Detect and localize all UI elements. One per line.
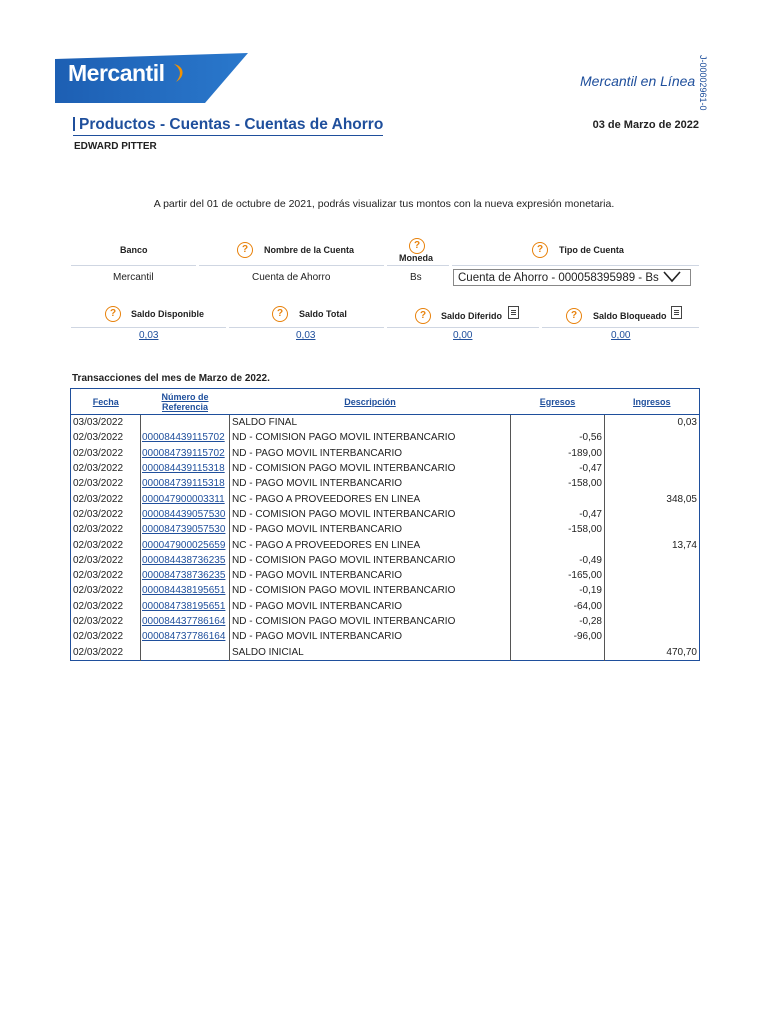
- table-row: [71, 599, 700, 614]
- cell-descripcion: NC - PAGO A PROVEEDORES EN LINEA: [230, 491, 511, 506]
- label-saldo-diferido: Saldo Diferido: [441, 311, 503, 321]
- table-row: [71, 446, 700, 461]
- cell-fecha: 02/03/2022: [73, 508, 124, 520]
- label-nombre-cuenta: Nombre de la Cuenta: [264, 245, 355, 255]
- col-header-referencia[interactable]: [141, 389, 230, 415]
- table-row: [71, 461, 700, 476]
- cell-fecha: 02/03/2022: [73, 539, 124, 551]
- cell-ingreso: 348,05: [605, 491, 700, 506]
- cell-ingreso: [605, 553, 700, 568]
- cell-descripcion: ND - PAGO MOVIL INTERBANCARIO: [230, 568, 511, 583]
- cell-fecha: 02/03/2022: [73, 493, 124, 505]
- col-header-descripcion[interactable]: Descripción: [230, 389, 511, 415]
- logo: [68, 60, 188, 87]
- page-title-text: Productos - Cuentas - Cuentas de Ahorro: [79, 116, 384, 133]
- cell-referencia[interactable]: 000084438195651: [141, 583, 230, 598]
- cell-fecha: 02/03/2022: [73, 600, 124, 612]
- divider: [387, 327, 539, 328]
- cell-fecha: 02/03/2022: [73, 631, 124, 643]
- table-row: [71, 430, 700, 445]
- cell-fecha: 02/03/2022: [73, 432, 124, 444]
- cell-egreso: [511, 491, 605, 506]
- page-date: 03 de Marzo de 2022: [592, 119, 699, 131]
- cell-egreso: -0,56: [511, 430, 605, 445]
- cell-ingreso: 470,70: [605, 644, 700, 660]
- help-icon-moneda[interactable]: ?: [409, 238, 425, 254]
- cell-referencia[interactable]: 000084439115318: [141, 461, 230, 476]
- label-banco: Banco: [120, 245, 148, 255]
- cell-egreso: -0,19: [511, 583, 605, 598]
- cell-descripcion: SALDO INICIAL: [230, 644, 511, 660]
- table-row: [71, 583, 700, 598]
- help-icon-disponible[interactable]: ?: [105, 306, 121, 322]
- cell-egreso: [511, 644, 605, 660]
- cell-fecha: 02/03/2022: [73, 616, 124, 627]
- cell-ingreso: 0,03: [605, 415, 700, 431]
- cell-descripcion: ND - PAGO MOVIL INTERBANCARIO: [230, 446, 511, 461]
- cell-ingreso: [605, 614, 700, 629]
- cell-egreso: [511, 415, 605, 431]
- col-header-fecha[interactable]: Fecha: [71, 389, 141, 415]
- cell-ingreso: [605, 461, 700, 476]
- cell-referencia[interactable]: 000084737786164: [141, 629, 230, 644]
- table-row: [71, 537, 700, 552]
- logo-swoosh-icon: [170, 62, 188, 84]
- cell-ingreso: 13,74: [605, 537, 700, 552]
- table-row: [71, 629, 700, 644]
- table-row: [71, 491, 700, 506]
- cell-descripcion: ND - PAGO MOVIL INTERBANCARIO: [230, 476, 511, 491]
- cell-referencia[interactable]: 000084739115702: [141, 446, 230, 461]
- value-saldo-bloqueado[interactable]: 0,00: [611, 330, 631, 341]
- cell-fecha: 02/03/2022: [73, 570, 124, 582]
- help-icon-nombre[interactable]: ?: [237, 242, 253, 258]
- divider: [542, 327, 699, 328]
- divider: [452, 265, 699, 266]
- help-icon-bloqueado[interactable]: ?: [566, 308, 582, 324]
- table-row: [71, 644, 700, 660]
- cell-fecha: 02/03/2022: [73, 447, 124, 459]
- label-saldo-bloqueado: Saldo Bloqueado: [593, 311, 667, 321]
- divider: [71, 327, 226, 328]
- divider: [229, 327, 384, 328]
- account-type-selected: Cuenta de Ahorro - 000058395989 - Bs: [458, 272, 659, 284]
- cell-referencia: [141, 644, 230, 660]
- col-header-referencia-line1: Número de: [161, 391, 209, 402]
- cell-descripcion: SALDO FINAL: [230, 415, 511, 431]
- help-icon-total[interactable]: ?: [272, 306, 288, 322]
- cell-ingreso: [605, 446, 700, 461]
- cell-descripcion: ND - COMISION PAGO MOVIL INTERBANCARIO: [230, 507, 511, 522]
- cell-ingreso: [605, 583, 700, 598]
- table-row: [71, 553, 700, 568]
- cell-referencia[interactable]: 000084739057530: [141, 522, 230, 537]
- page-title: [73, 116, 383, 136]
- value-moneda: Bs: [410, 272, 422, 283]
- document-icon-diferido[interactable]: [508, 306, 519, 319]
- cell-egreso: -158,00: [511, 522, 605, 537]
- cell-egreso: -158,00: [511, 476, 605, 491]
- cell-ingreso: [605, 629, 700, 644]
- user-name: EDWARD PITTER: [74, 141, 157, 152]
- label-tipo-cuenta: Tipo de Cuenta: [559, 245, 624, 255]
- account-type-select[interactable]: [453, 269, 691, 286]
- cell-descripcion: ND - PAGO MOVIL INTERBANCARIO: [230, 599, 511, 614]
- logo-text: Mercantil: [68, 60, 165, 86]
- cell-ingreso: [605, 599, 700, 614]
- brand-name: Mercantil en Línea: [580, 73, 696, 89]
- cell-egreso: -0,47: [511, 461, 605, 476]
- cell-referencia[interactable]: 000047900003311: [141, 491, 230, 506]
- table-header-row: [71, 389, 700, 415]
- cell-descripcion: ND - COMISION PAGO MOVIL INTERBANCARIO: [230, 614, 511, 629]
- label-saldo-total: Saldo Total: [299, 309, 347, 319]
- divider: [387, 265, 449, 266]
- cell-fecha: 02/03/2022: [73, 463, 124, 475]
- cell-ingreso: [605, 476, 700, 491]
- transactions-title: Transacciones del mes de Marzo de 2022.: [72, 373, 270, 384]
- col-header-referencia-line2: Referencia: [161, 401, 209, 412]
- cell-egreso: -64,00: [511, 599, 605, 614]
- document-icon-bloqueado[interactable]: [671, 306, 682, 319]
- help-icon-tipo[interactable]: ?: [532, 242, 548, 258]
- value-banco: Mercantil: [113, 272, 154, 283]
- cell-referencia[interactable]: 000084439115702: [141, 430, 230, 445]
- cell-referencia[interactable]: 000084438736235: [141, 553, 230, 568]
- cell-referencia[interactable]: 000084739115318: [141, 476, 230, 491]
- divider: [71, 265, 196, 266]
- cell-fecha: 03/03/2022: [73, 417, 124, 429]
- table-row: [71, 522, 700, 537]
- label-moneda: Moneda: [399, 253, 434, 263]
- cell-referencia[interactable]: 000084439057530: [141, 507, 230, 522]
- table-row: [71, 507, 700, 522]
- cell-fecha: 02/03/2022: [73, 554, 124, 566]
- value-saldo-diferido[interactable]: 0,00: [453, 330, 473, 341]
- cell-ingreso: [605, 568, 700, 583]
- table-row: [71, 415, 700, 431]
- cell-fecha: 02/03/2022: [73, 478, 124, 490]
- value-nombre-cuenta: Cuenta de Ahorro: [252, 272, 331, 283]
- help-icon-diferido[interactable]: ?: [415, 308, 431, 324]
- col-header-ingresos[interactable]: Ingresos: [605, 389, 700, 415]
- transactions-table: [70, 388, 700, 661]
- cell-egreso: -0,49: [511, 553, 605, 568]
- table-row: [71, 568, 700, 583]
- cell-referencia: [141, 415, 230, 431]
- cell-fecha: 02/03/2022: [73, 585, 124, 597]
- cell-egreso: -165,00: [511, 568, 605, 583]
- divider: [199, 265, 384, 266]
- cell-referencia[interactable]: 000084437786164: [141, 614, 230, 629]
- cell-descripcion: ND - COMISION PAGO MOVIL INTERBANCARIO: [230, 553, 511, 568]
- cell-egreso: [511, 537, 605, 552]
- cell-fecha: 02/03/2022: [73, 646, 124, 658]
- cell-referencia[interactable]: 000084738736235: [141, 568, 230, 583]
- cell-fecha: 02/03/2022: [73, 524, 124, 536]
- table-row: [71, 614, 700, 629]
- notice-text: A partir del 01 de octubre de 2021, podrás visualizar tus montos con la nueva expresión monetaria.: [153, 198, 615, 210]
- title-bar-icon: [73, 117, 75, 131]
- cell-referencia[interactable]: 000084738195651: [141, 599, 230, 614]
- cell-ingreso: [605, 430, 700, 445]
- cell-descripcion: ND - PAGO MOVIL INTERBANCARIO: [230, 629, 511, 644]
- cell-ingreso: [605, 507, 700, 522]
- chevron-down-icon[interactable]: [662, 270, 682, 284]
- cell-referencia[interactable]: 000047900025659: [141, 537, 230, 552]
- table-row: [71, 476, 700, 491]
- cell-egreso: -96,00: [511, 629, 605, 644]
- cell-descripcion: ND - PAGO MOVIL INTERBANCARIO: [230, 522, 511, 537]
- value-saldo-disponible[interactable]: 0,03: [139, 330, 159, 341]
- cell-descripcion: ND - COMISION PAGO MOVIL INTERBANCARIO: [230, 461, 511, 476]
- cell-descripcion: NC - PAGO A PROVEEDORES EN LINEA: [230, 537, 511, 552]
- transactions-body: [71, 415, 700, 661]
- value-saldo-total[interactable]: 0,03: [296, 330, 316, 341]
- cell-egreso: -0,28: [511, 614, 605, 629]
- cell-descripcion: ND - COMISION PAGO MOVIL INTERBANCARIO: [230, 583, 511, 598]
- rif-code: J-00002961-0: [698, 55, 708, 111]
- col-header-egresos[interactable]: Egresos: [511, 389, 605, 415]
- cell-egreso: -189,00: [511, 446, 605, 461]
- cell-descripcion: ND - COMISION PAGO MOVIL INTERBANCARIO: [230, 430, 511, 445]
- cell-ingreso: [605, 522, 700, 537]
- label-saldo-disponible: Saldo Disponible: [131, 309, 205, 319]
- cell-egreso: -0,47: [511, 507, 605, 522]
